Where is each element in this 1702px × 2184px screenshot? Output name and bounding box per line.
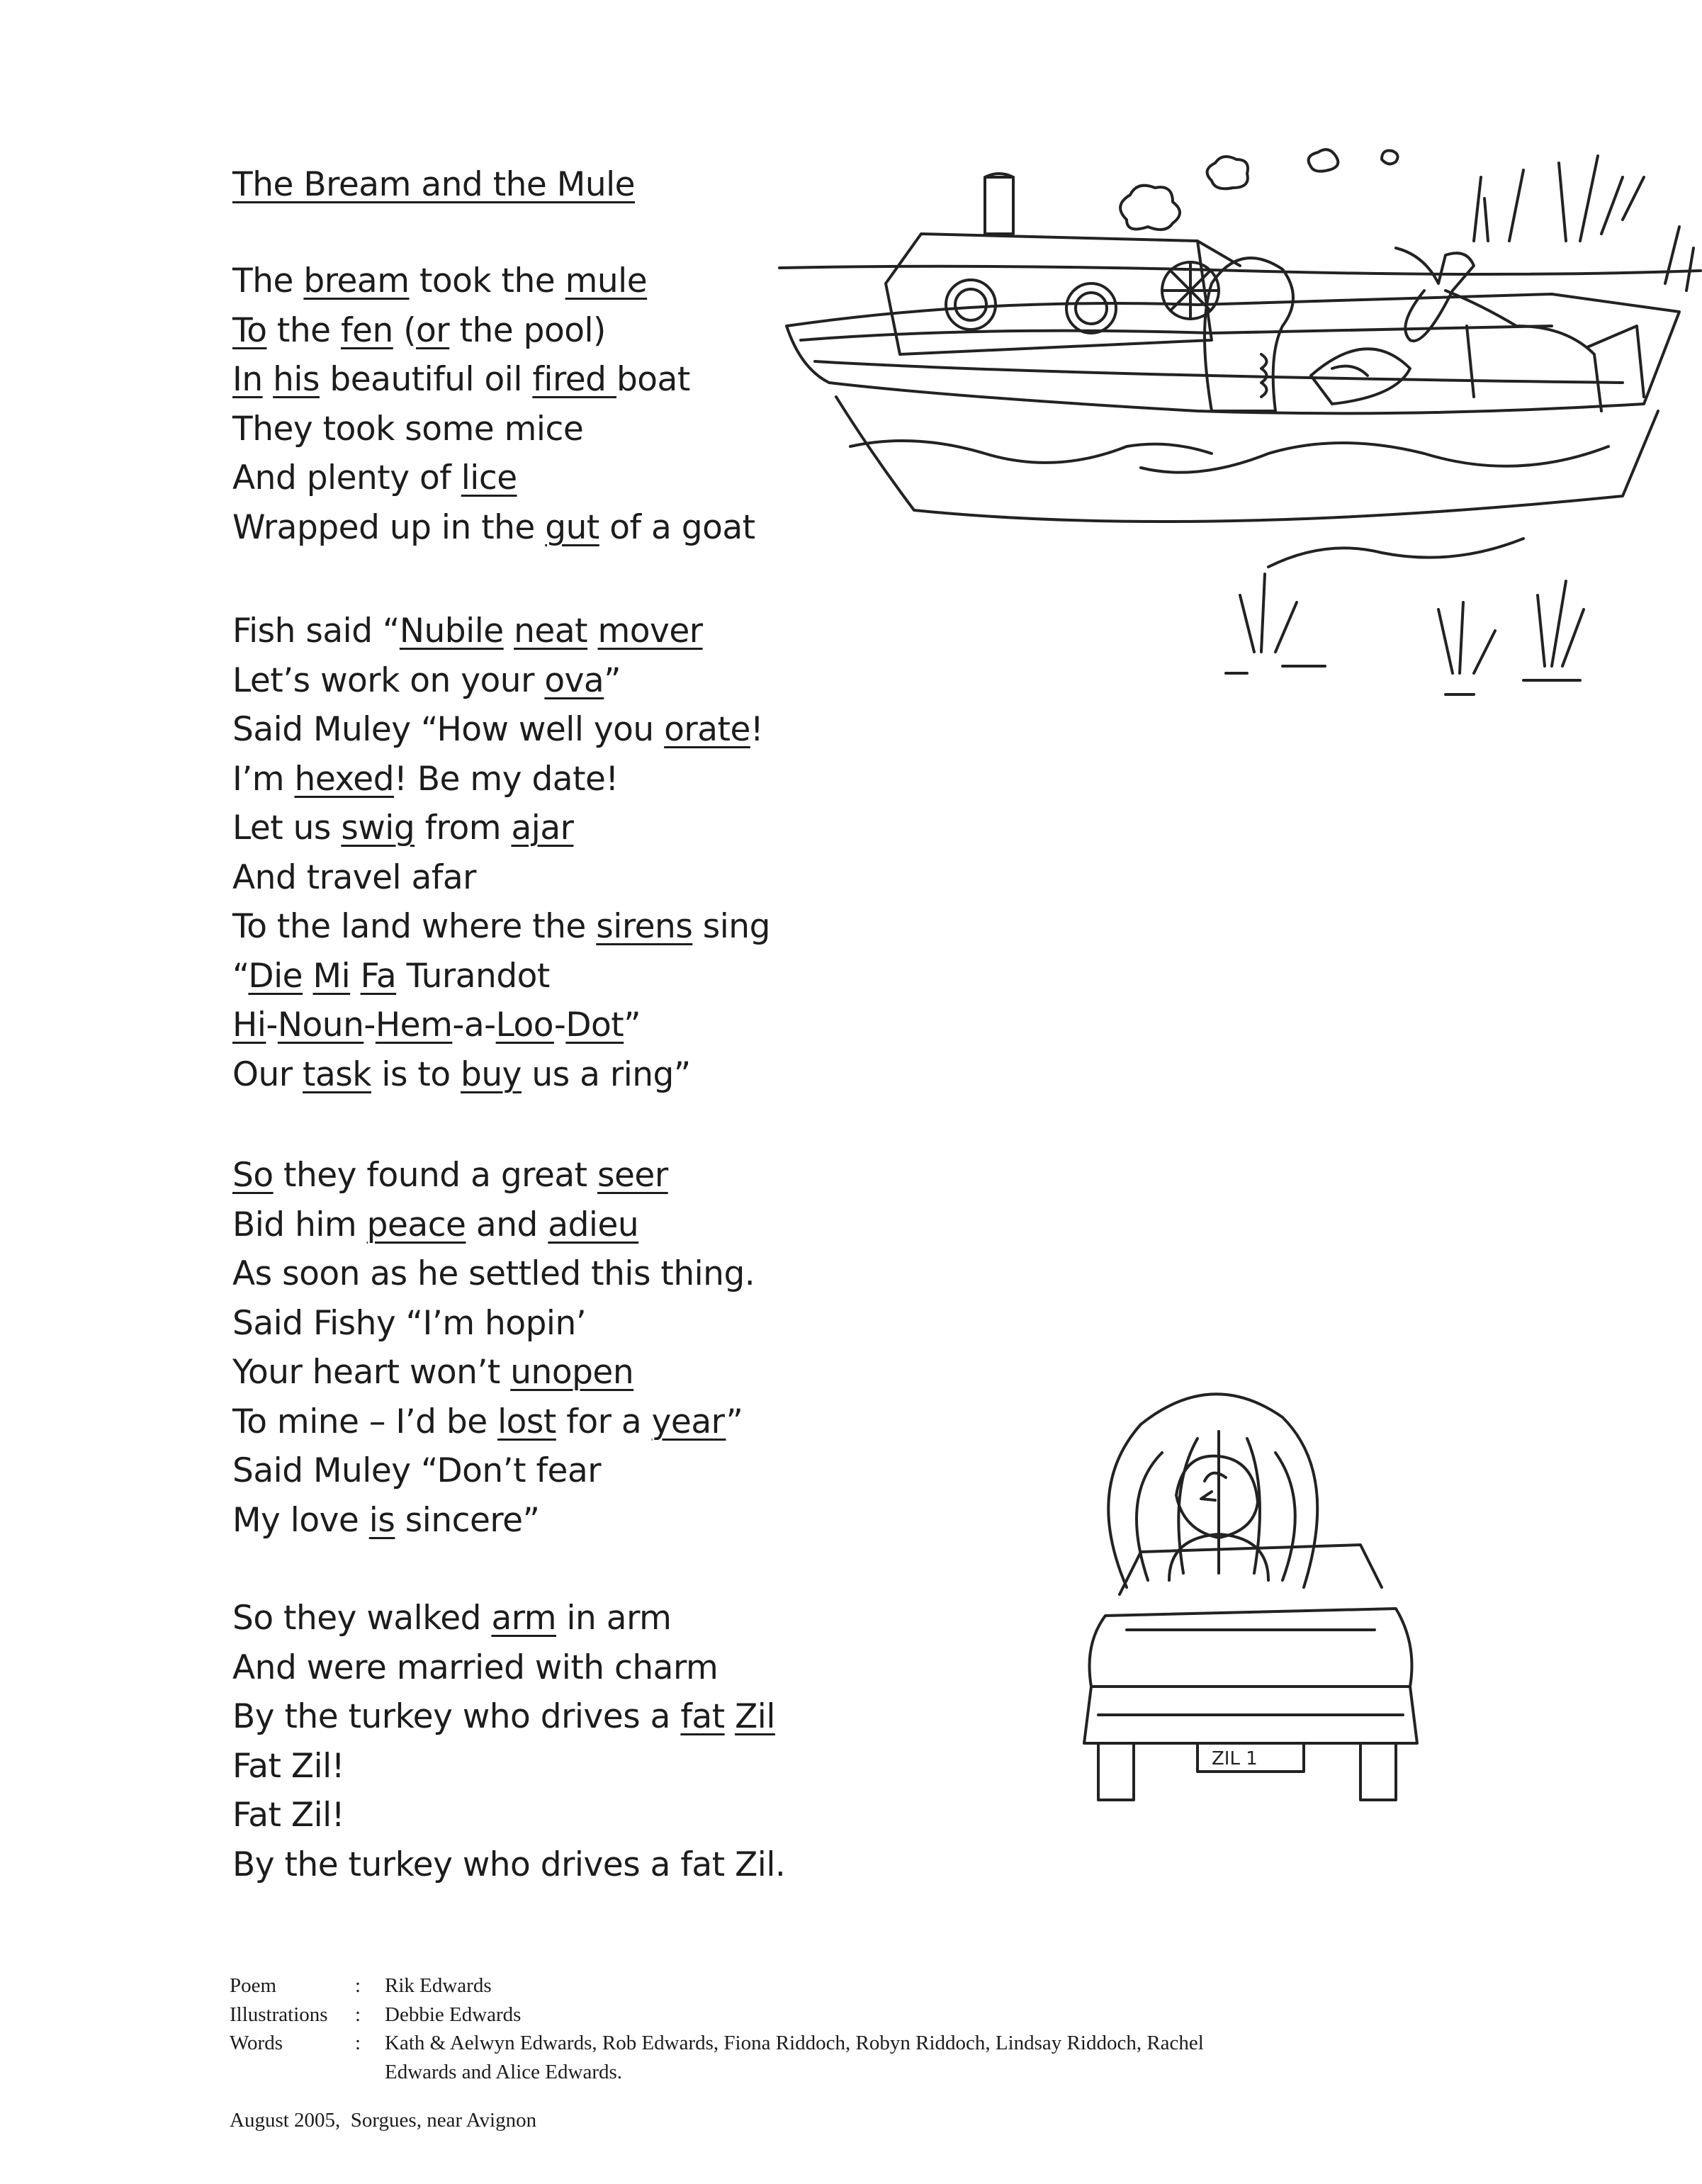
underlined-word: fired xyxy=(532,360,616,399)
underlined-word: hexed xyxy=(294,759,395,799)
underlined-word: arm xyxy=(491,1599,557,1638)
underlined-word: unopen xyxy=(510,1353,634,1392)
line-text: Our xyxy=(232,1054,303,1094)
credit-row-poem: Poem : Rik Edwards xyxy=(230,1974,492,1997)
poem-line xyxy=(232,1594,785,1643)
underlined-word: Dot xyxy=(565,1006,624,1045)
underlined-word: fen xyxy=(341,310,393,350)
underlined-word: gut xyxy=(545,507,599,547)
underlined-word: bream xyxy=(303,261,410,300)
line-text: To the land where the xyxy=(232,907,597,946)
underlined-word: lice xyxy=(461,458,517,497)
line-text: ( xyxy=(393,310,417,350)
stanza-2 xyxy=(232,607,770,1099)
line-text: They took some mice xyxy=(232,409,584,449)
line-text: Fish said “ xyxy=(232,612,400,651)
line-text: Said Fishy “I’m hopin’ xyxy=(232,1303,587,1343)
credits xyxy=(230,1971,1214,2086)
line-text: ! xyxy=(750,710,764,749)
underlined-word: To xyxy=(232,310,267,350)
line-text: Let us xyxy=(232,809,342,848)
line-text: - xyxy=(553,1006,566,1045)
line-text: is to xyxy=(371,1054,461,1094)
credit-row-words: Words : Kath & Aelwyn Edwards, Rob Edwards, Fiona Riddoch, Robyn Riddoch, Lindsay Riddoch, Rachel Edwards and Alice Edwards. xyxy=(230,2032,1204,2083)
underlined-word: In xyxy=(232,360,263,399)
underlined-word: year xyxy=(651,1402,726,1441)
line-text: I’m xyxy=(232,759,295,799)
line-text: Wrapped up in the xyxy=(232,507,546,547)
line-text: “ xyxy=(232,956,249,996)
line-text: By the turkey who drives a xyxy=(232,1697,681,1736)
underlined-word: swig xyxy=(341,809,415,848)
poem-line xyxy=(232,755,770,804)
stanza-4 xyxy=(232,1594,785,1889)
line-text: - xyxy=(266,1006,278,1045)
underlined-word: ova xyxy=(544,660,604,700)
stanza-1 xyxy=(232,257,755,552)
poem-line xyxy=(232,1001,770,1050)
line-text: sing xyxy=(692,907,770,946)
line-text: and xyxy=(466,1205,548,1244)
underlined-word: mule xyxy=(565,261,648,300)
underlined-word: mover xyxy=(597,612,703,651)
line-text: the xyxy=(266,310,341,350)
underlined-word: or xyxy=(416,310,450,350)
underlined-word: seer xyxy=(597,1156,668,1195)
line-text: -a- xyxy=(452,1006,496,1045)
poem-line xyxy=(232,705,770,755)
line-text: beautiful oil xyxy=(319,360,533,399)
poem-line xyxy=(232,1050,770,1100)
underlined-word: Die xyxy=(248,956,303,996)
underlined-word: So xyxy=(232,1156,274,1195)
line-text: ” xyxy=(604,660,621,700)
line-text: And travel afar xyxy=(232,857,476,897)
poem-line xyxy=(232,454,755,503)
line-text: Said Muley “Don’t fear xyxy=(232,1451,602,1490)
poem-line xyxy=(232,1397,755,1447)
line-text: By the turkey who drives a fat Zil. xyxy=(232,1845,786,1884)
poem-line xyxy=(232,1151,755,1200)
line-text: took the xyxy=(409,261,565,300)
underlined-word: peace xyxy=(366,1205,466,1244)
line-text: for a xyxy=(556,1402,652,1441)
line-text: And plenty of xyxy=(232,458,461,497)
poem-line xyxy=(232,503,755,553)
line-text xyxy=(587,612,597,651)
underlined-word: Loo xyxy=(495,1006,554,1045)
line-text xyxy=(263,360,273,399)
poem-line xyxy=(232,853,770,903)
poem-line xyxy=(232,902,770,952)
poem-line xyxy=(232,1249,755,1299)
underlined-word: adieu xyxy=(548,1205,639,1244)
line-text xyxy=(303,957,312,996)
stanza-3 xyxy=(232,1151,755,1545)
underlined-word: Noun xyxy=(277,1006,364,1045)
poem-line xyxy=(232,1496,755,1546)
line-text: boat xyxy=(616,360,690,399)
line-text: the pool) xyxy=(449,310,606,350)
underlined-word: Nubile xyxy=(399,612,504,651)
poem-line xyxy=(232,306,755,356)
poem-line xyxy=(232,607,770,656)
poem-line xyxy=(232,1742,785,1791)
underlined-word: lost xyxy=(497,1402,556,1441)
underlined-word: Hi xyxy=(232,1006,266,1045)
poem-line xyxy=(232,1200,755,1250)
poem-line xyxy=(232,1348,755,1397)
car-plate: ZIL 1 xyxy=(1212,1748,1258,1769)
line-text: ! Be my date! xyxy=(394,759,619,799)
poem-line xyxy=(232,1791,785,1840)
line-text: And were married with charm xyxy=(232,1648,718,1687)
poem-title: The Bream and the Mule xyxy=(232,165,636,204)
line-text: ” xyxy=(726,1402,743,1441)
line-text: us a ring” xyxy=(521,1054,691,1094)
date-location: August 2005, Sorgues, near Avignon xyxy=(230,2109,537,2132)
underlined-word: Fa xyxy=(360,956,397,996)
credit-row-illustrations: Illustrations : Debbie Edwards xyxy=(230,2003,522,2026)
poem-line xyxy=(232,656,770,706)
line-text: in arm xyxy=(556,1599,672,1638)
underlined-word: sirens xyxy=(596,907,693,946)
poem-line xyxy=(232,1840,785,1890)
underlined-word: neat xyxy=(514,612,588,651)
poem-line xyxy=(232,1643,785,1693)
underlined-word: Hem xyxy=(375,1006,453,1045)
line-text: Let’s work on your xyxy=(232,660,545,700)
line-text: sincere” xyxy=(395,1500,540,1540)
line-text: Bid him xyxy=(232,1205,367,1244)
line-text: - xyxy=(363,1006,376,1045)
line-text: of a goat xyxy=(599,507,755,547)
poem-line xyxy=(232,952,770,1001)
underlined-word: task xyxy=(303,1054,371,1094)
line-text: Said Muley “How well you xyxy=(232,710,665,749)
line-text: they found a great xyxy=(273,1156,598,1195)
line-text: Fat Zil! xyxy=(232,1746,345,1786)
line-text xyxy=(725,1697,735,1736)
line-text: Fat Zil! xyxy=(232,1796,345,1835)
line-text: To mine – I’d be xyxy=(232,1402,498,1441)
line-text: Turandot xyxy=(396,956,550,996)
line-text: from xyxy=(415,809,512,848)
line-text: My love xyxy=(232,1500,369,1540)
turkey-car-illustration xyxy=(1042,1375,1453,1814)
line-text xyxy=(350,957,360,996)
underlined-word: Zil xyxy=(735,1697,775,1736)
poem-line xyxy=(232,1446,755,1496)
underlined-word: is xyxy=(368,1500,395,1540)
poem-line xyxy=(232,1299,755,1349)
poem-line xyxy=(232,257,755,306)
poem-line xyxy=(232,355,755,405)
underlined-word: buy xyxy=(461,1054,522,1094)
line-text: The xyxy=(232,261,304,300)
line-text: As soon as he settled this thing. xyxy=(232,1254,755,1293)
underlined-word: fat xyxy=(680,1697,725,1736)
poem-line xyxy=(232,804,770,853)
line-text: Your heart won’t xyxy=(232,1353,511,1392)
poem-line xyxy=(232,405,755,454)
line-text xyxy=(504,612,514,651)
underlined-word: his xyxy=(273,360,320,399)
underlined-word: Mi xyxy=(312,956,351,996)
boat-illustration xyxy=(772,113,1702,850)
underlined-word: orate xyxy=(664,710,750,749)
line-text: ” xyxy=(624,1006,641,1045)
poem-line xyxy=(232,1692,785,1742)
underlined-word: ajar xyxy=(511,809,574,848)
line-text: So they walked xyxy=(232,1599,492,1638)
